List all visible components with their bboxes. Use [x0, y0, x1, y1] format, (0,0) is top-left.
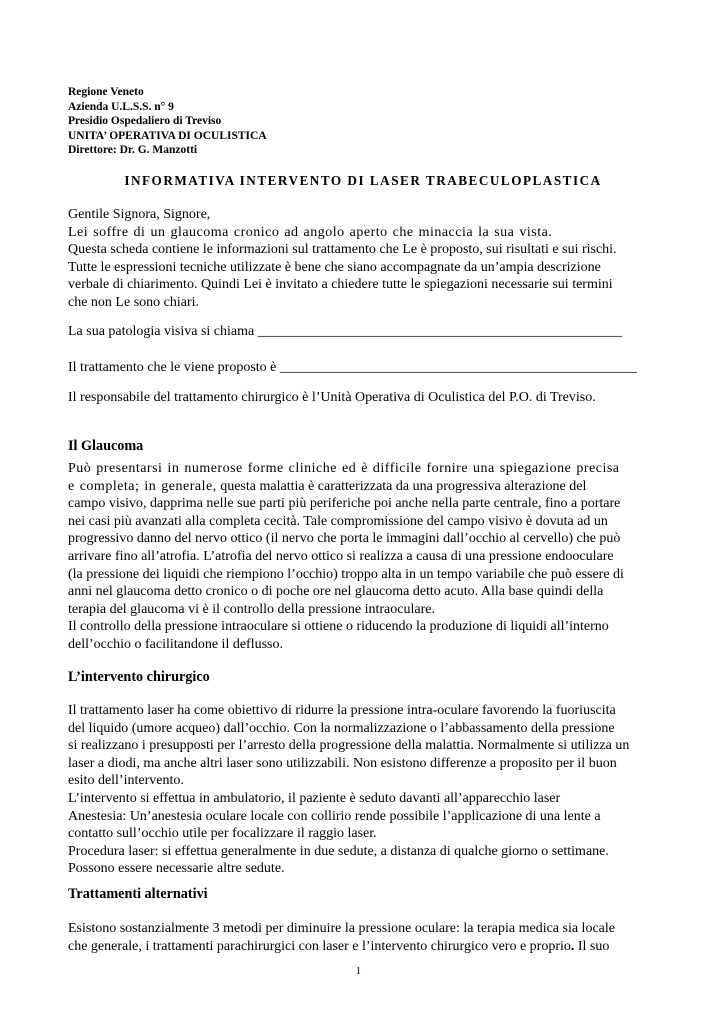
greeting: Gentile Signora, Signore, — [68, 207, 211, 222]
alternatives-line: Esistono sostanzialmente 3 metodi per diminuire la pressione oculare: la terapia medica sia locale — [68, 921, 615, 936]
surgery-line: Possono essere necessarie altre sedute. — [68, 861, 285, 877]
glaucoma-line: progressivo danno del nervo ottico (il nervo che porta le immagini dall’occhio al cervello) che può — [68, 531, 621, 547]
glaucoma-lead-rest: questa malattia è caratterizzata da una progressiva alterazione del — [216, 478, 587, 494]
surgery-line: L’intervento si effettua in ambulatorio, il paziente è seduto davanti all’apparecchio laser — [68, 790, 561, 806]
surgery-line: Anestesia: Un’anestesia oculare locale con collirio rende possibile l’applicazione di una lente a — [68, 808, 601, 824]
section-heading-surgery: L’intervento chirurgico — [68, 669, 210, 685]
glaucoma-line: terapia del glaucoma vi è il controllo della pressione intraoculare. — [68, 601, 435, 617]
glaucoma-line: Il controllo della pressione intraoculare si ottiene o riducendo la produzione di liquidi all’interno — [68, 619, 609, 635]
document-title: INFORMATIVA INTERVENTO DI LASER TRABECULOPLASTICA — [124, 173, 602, 188]
alternatives-paragraph — [68, 920, 660, 955]
alternatives-line-end: Il suo — [574, 938, 610, 954]
pathology-field — [68, 323, 660, 341]
surgery-line: laser a diodi, ma anche altri laser sono utilizzabili. Non esistono differenze a proposito per il buon — [68, 755, 617, 771]
surgery-line: si realizzano i presupposti per l’arresto della progressione della malattia. Normalmente si utilizza un — [68, 738, 630, 754]
page-number: 1 — [356, 966, 361, 977]
header-line: UNITA’ OPERATIVA DI OCULISTICA — [68, 129, 267, 142]
intro-line: verbale di chiarimento. Quindi Lei è invitato a chiedere tutte le spiegazioni necessarie sui termini — [68, 277, 613, 293]
header-line: Regione Veneto — [68, 86, 144, 98]
header-line: Direttore: Dr. G. Manzotti — [68, 144, 198, 157]
institution-header — [68, 85, 267, 158]
glaucoma-lead: Può presentarsi in numerose forme cliniche ed è difficile fornire una spiegazione precisa — [68, 461, 620, 476]
pathology-field-text: La sua patologia visiva si chiama ____________________________________________________ — [68, 324, 622, 339]
intro-lead: Lei soffre di un glaucoma cronico ad angolo aperto che minaccia la sua vista. — [68, 224, 553, 240]
glaucoma-line: nei casi più avanzati alla completa cecità. Tale compromissione del campo visivo è dovuta ad un — [68, 513, 608, 529]
intro-paragraph — [68, 206, 660, 312]
glaucoma-line: (la pressione dei liquidi che riempiono l’occhio) troppo alta in un tempo variabile che può essere di — [68, 566, 624, 582]
section-heading-alternatives: Trattamenti alternativi — [68, 886, 208, 902]
responsible-text: Il responsabile del trattamento chirurgico è l’Unità Operativa di Oculistica del P.O. di Treviso. — [68, 390, 596, 405]
intro-line: Tutte le espressioni tecniche utilizzate è bene che siano accompagnate da un’ampia descrizione — [68, 259, 601, 275]
glaucoma-paragraph — [68, 460, 660, 654]
header-line: Presidio Ospedaliero di Treviso — [68, 115, 222, 128]
intro-line: Questa scheda contiene le informazioni sul trattamento che Le è proposto, sui risultati e sui rischi. — [68, 242, 617, 258]
surgery-paragraph — [68, 702, 660, 878]
surgery-line: esito dell’intervento. — [68, 773, 184, 789]
surgery-line: Il trattamento laser ha come obiettivo di ridurre la pressione intra-oculare favorendo la fuoriuscita — [68, 703, 616, 718]
glaucoma-line: arrivare fino all’atrofia. L’atrofia del nervo ottico si realizza a causa di una pressione endooculare — [68, 548, 614, 564]
treatment-field-text: Il trattamento che le viene proposto è ___________________________________________________ — [68, 360, 637, 375]
glaucoma-line: dell’occhio o facilitandone il deflusso. — [68, 636, 283, 652]
surgery-line: contatto sull’occhio utile per focalizzare il raggio laser. — [68, 826, 377, 842]
header-line: Azienda U.L.S.S. n° 9 — [68, 100, 174, 113]
glaucoma-line: campo visivo, dapprima nelle sue parti più periferiche poi anche nella parte centrale, fino a portare — [68, 496, 621, 512]
glaucoma-lead: e completa; in generale, — [68, 478, 217, 494]
responsible-line — [68, 389, 660, 407]
alternatives-bold-period: . — [570, 938, 575, 954]
intro-line: che non Le sono chiari. — [68, 294, 200, 310]
glaucoma-line: anni nel glaucoma detto cronico o di poche ore nel glaucoma detto acuto. Alla base quindi della — [68, 584, 604, 600]
section-heading-glaucoma: Il Glaucoma — [68, 438, 144, 454]
alternatives-line: che generale, i trattamenti parachirurgici con laser e l’intervento chirurgico vero e proprio — [68, 938, 571, 954]
treatment-field — [68, 359, 660, 377]
surgery-line: del liquido (umore acqueo) dall’occhio. Con la normalizzazione o l’abbassamento della pressione — [68, 720, 615, 736]
surgery-line: Procedura laser: si effettua generalmente in due sedute, a distanza di qualche giorno o settimane. — [68, 843, 609, 859]
